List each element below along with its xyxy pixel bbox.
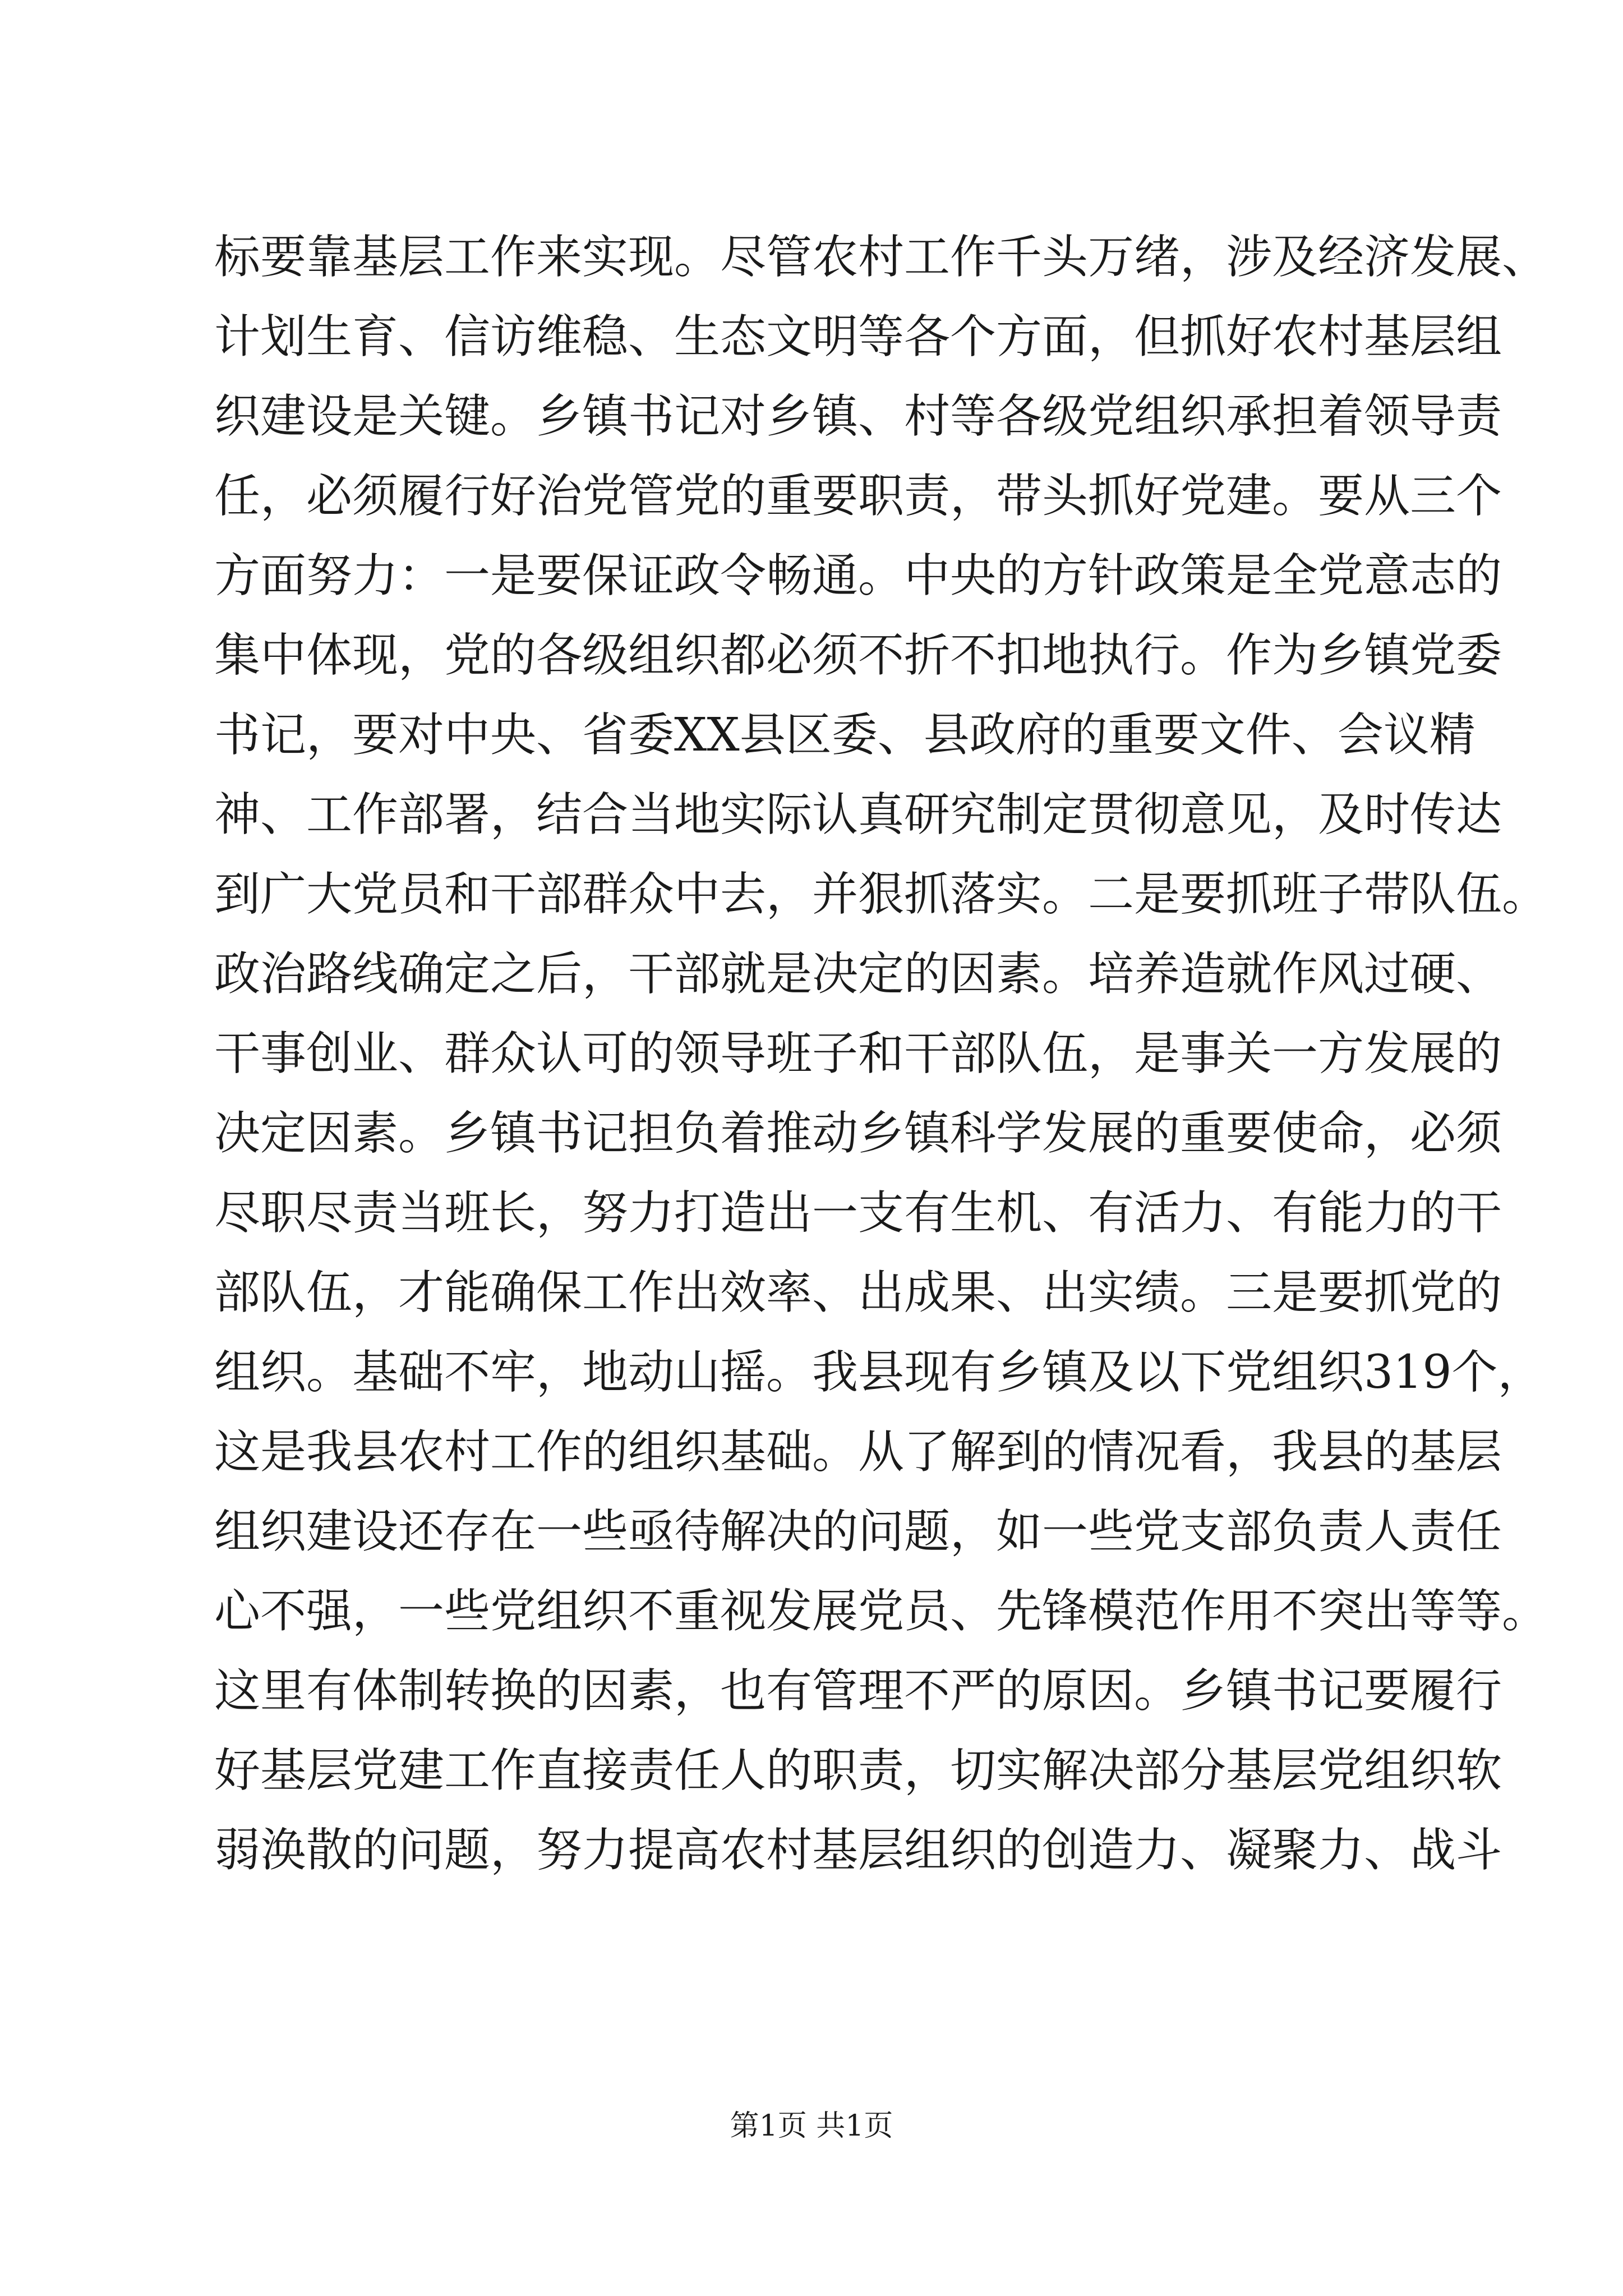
text-line: 计划生育、信访维稳、生态文明等各个方面，但抓好农村基层组: [214, 310, 1502, 364]
text-line: 这是我县农村工作的组织基础。从了解到的情况看，我县的基层: [214, 1425, 1502, 1479]
text-line: 到广大党员和干部群众中去，并狠抓落实。二是要抓班子带队伍。: [214, 868, 1548, 921]
text-line: 心不强，一些党组织不重视发展党员、先锋模范作用不突出等等。: [214, 1585, 1548, 1638]
text-line: 政治路线确定之后，干部就是决定的因素。培养造就作风过硬、: [214, 947, 1502, 1001]
text-line: 任，必须履行好治党管党的重要职责，带头抓好党建。要从三个: [214, 470, 1502, 523]
text-line: 书记，要对中央、省委XX县区委、县政府的重要文件、会议精: [214, 708, 1476, 762]
text-line: 方面努力：一是要保证政令畅通。中央的方针政策是全党意志的: [214, 549, 1502, 602]
text-line: 组织。基础不牢，地动山摇。我县现有乡镇及以下党组织319个，: [214, 1346, 1544, 1399]
text-line: 部队伍，才能确保工作出效率、出成果、出实绩。三是要抓党的: [214, 1266, 1502, 1319]
text-line: 组织建设还存在一些亟待解决的问题，如一些党支部负责人责任: [214, 1505, 1502, 1558]
text-line: 标要靠基层工作来实现。尽管农村工作千头万绪，涉及经济发展、: [214, 231, 1548, 284]
text-line: 织建设是关键。乡镇书记对乡镇、村等各级党组织承担着领导责: [214, 390, 1502, 443]
text-line: 尽职尽责当班长，努力打造出一支有生机、有活力、有能力的干: [214, 1186, 1502, 1240]
body-text: [214, 218, 1548, 1890]
text-line: 集中体现，党的各级组织都必须不折不扣地执行。作为乡镇党委: [214, 629, 1502, 682]
text-line: 这里有体制转换的因素，也有管理不严的原因。乡镇书记要履行: [214, 1664, 1502, 1718]
text-line: 决定因素。乡镇书记担负着推动乡镇科学发展的重要使命，必须: [214, 1107, 1502, 1160]
text-line: 干事创业、群众认可的领导班子和干部队伍，是事关一方发展的: [214, 1027, 1502, 1080]
page-footer: 第1页 共1页: [730, 2109, 893, 2143]
text-line: 神、工作部署，结合当地实际认真研究制定贯彻意见，及时传达: [214, 788, 1502, 841]
text-line: 好基层党建工作直接责任人的职责，切实解决部分基层党组织软: [214, 1744, 1502, 1797]
text-line: 弱涣散的问题，努力提高农村基层组织的创造力、凝聚力、战斗: [214, 1824, 1502, 1877]
